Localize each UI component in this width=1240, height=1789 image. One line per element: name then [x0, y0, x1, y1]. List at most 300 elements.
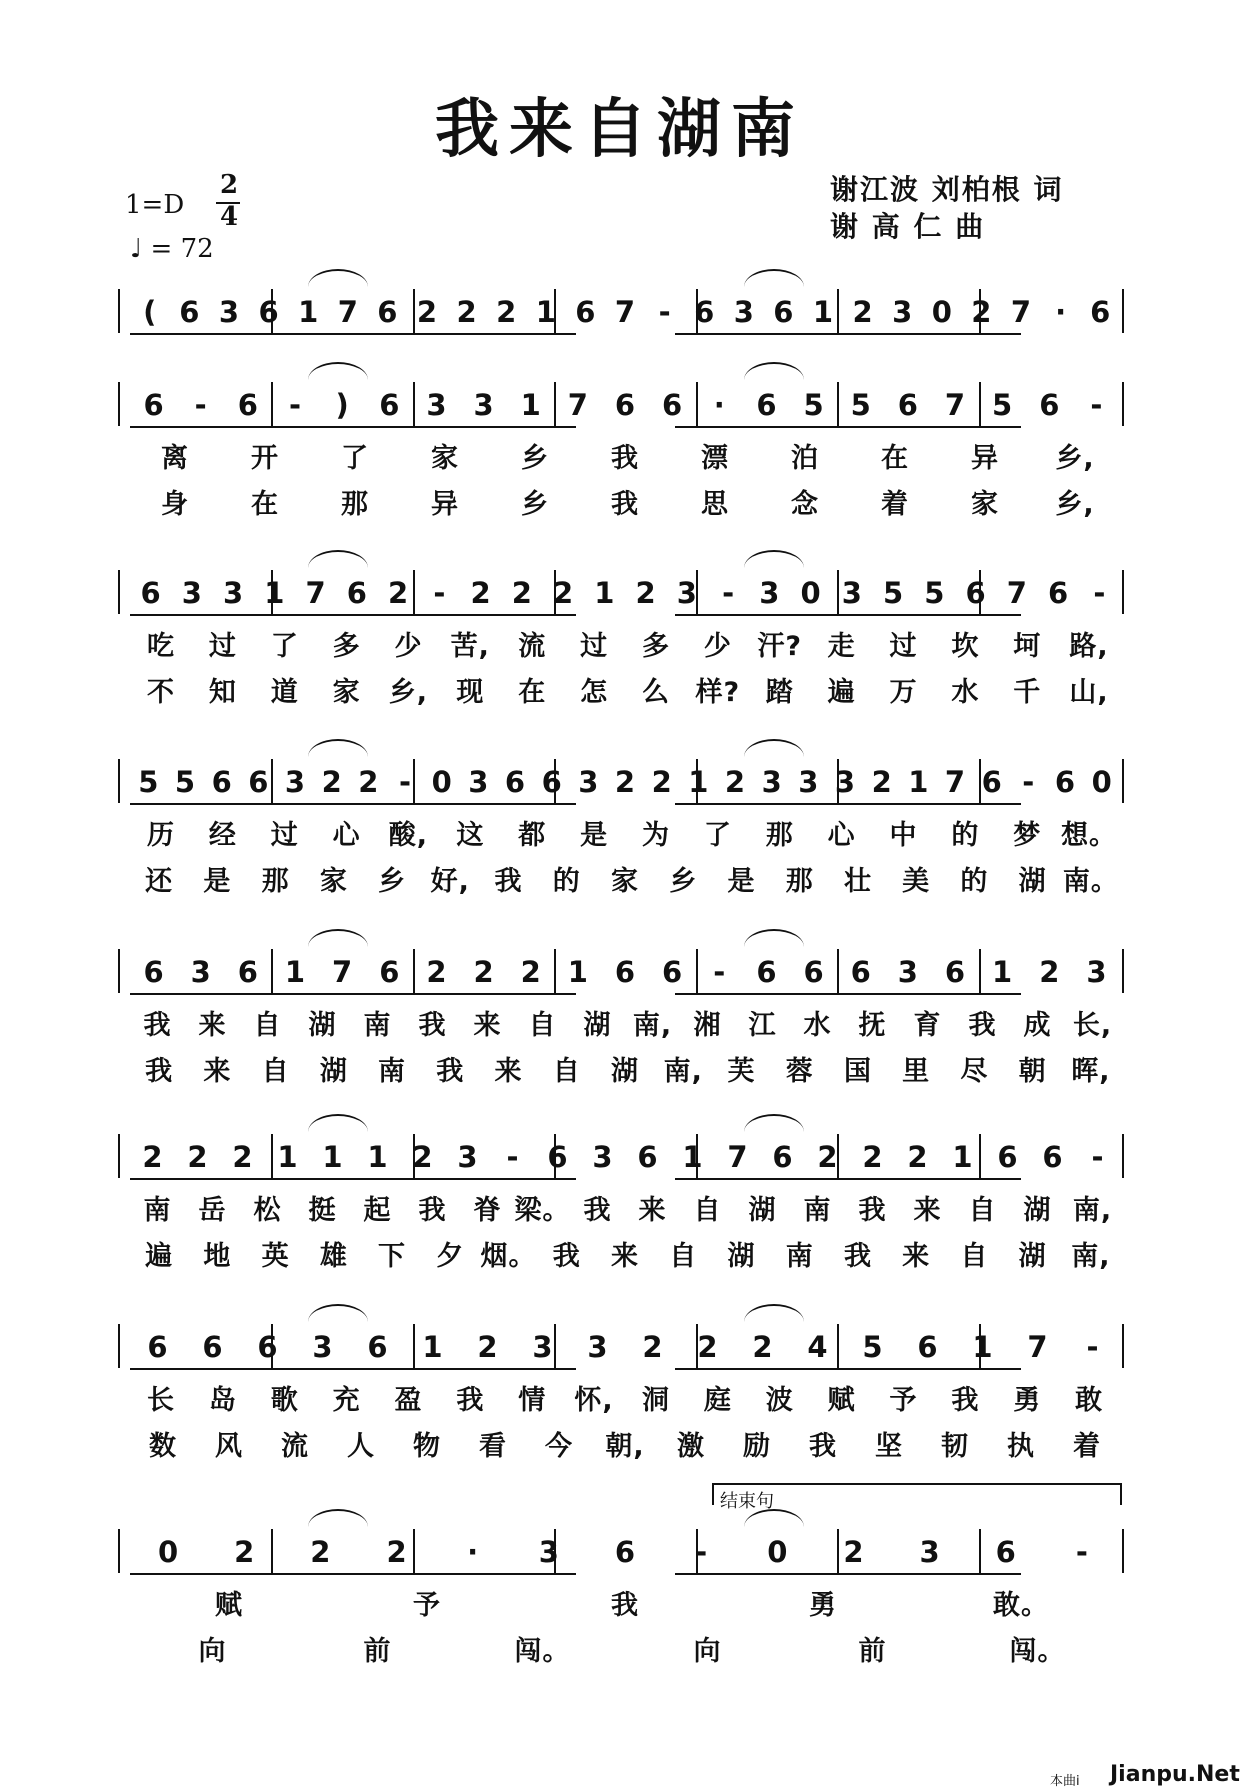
lyric-syllable: 水 — [803, 1010, 832, 1041]
lyric-syllable: 流 — [518, 631, 547, 662]
bar-line — [413, 570, 415, 614]
lyric-line-1 — [0, 1378, 1240, 1416]
note: 5 — [803, 388, 824, 422]
lyric-line-2 — [0, 1424, 1240, 1462]
note: 3 — [592, 1140, 613, 1174]
note: 1 — [284, 955, 306, 989]
note: 6 — [614, 388, 636, 422]
lyric-syllable: 那 — [341, 489, 369, 520]
lyric-syllable: 闯。 — [1009, 1636, 1066, 1667]
lyric-syllable: 样? — [695, 677, 741, 708]
note: 6 — [541, 765, 562, 799]
note: 1 — [952, 1140, 973, 1174]
lyric-syllable: 怎 — [580, 677, 609, 708]
note: 2 — [635, 576, 656, 610]
note: - — [1091, 1140, 1104, 1174]
note: - — [713, 955, 726, 989]
beam-line — [675, 1178, 1022, 1180]
bar-line — [837, 382, 839, 426]
note: 1 — [688, 765, 709, 799]
note: 2 — [642, 1330, 663, 1364]
lyric-syllable: 敢 — [1075, 1385, 1104, 1416]
note: 6 — [850, 955, 871, 989]
bar-line — [1122, 382, 1124, 426]
note: 2 — [416, 295, 438, 329]
lyric-syllable: 家 — [332, 677, 361, 708]
lyric-syllable: 自 — [960, 1241, 989, 1272]
slur — [308, 1304, 368, 1322]
lyric-syllable: 家 — [319, 866, 348, 897]
note: 2 — [511, 576, 532, 610]
note: 6 — [1054, 765, 1076, 799]
lyric-syllable: 来 — [203, 1056, 232, 1087]
note: 6 — [897, 388, 918, 422]
note: 3 — [761, 765, 782, 799]
note: 3 — [897, 955, 918, 989]
note: 2 — [456, 295, 477, 329]
lyric-syllable: 家 — [611, 866, 639, 897]
note: - — [288, 388, 302, 422]
note: · — [713, 388, 725, 422]
note: - — [398, 765, 412, 799]
lyric-syllable: 湖 — [1023, 1195, 1052, 1226]
lyric-syllable: 走 — [827, 631, 856, 662]
lyric-syllable: 英 — [261, 1241, 290, 1272]
lyric-syllable: 朝, — [605, 1431, 645, 1462]
lyric-line-2 — [0, 1234, 1240, 1272]
note: 5 — [862, 1330, 883, 1364]
lyric-syllable: 山, — [1069, 677, 1109, 708]
beam-line — [675, 803, 1022, 805]
bar-line — [413, 759, 415, 803]
lyric-syllable: 我 — [809, 1431, 837, 1462]
lyric-syllable: 湖 — [1018, 866, 1047, 897]
note: 6 — [637, 1140, 658, 1174]
lyric-line-1 — [0, 624, 1240, 662]
site-watermark: Jianpu.Net — [1110, 1762, 1240, 1787]
bar-line — [979, 382, 981, 426]
beam-line — [675, 1368, 1022, 1370]
lyric-syllable: 挺 — [308, 1195, 337, 1226]
lyric-syllable: 我 — [145, 1056, 174, 1087]
lyric-syllable: 遍 — [145, 1241, 174, 1272]
lyric-syllable: 执 — [1007, 1431, 1035, 1462]
bar-line — [1122, 289, 1124, 333]
lyric-line-1 — [0, 813, 1240, 851]
lyric-syllable: 坎 — [951, 631, 980, 662]
note: 2 — [1039, 955, 1060, 989]
note: 6 — [981, 765, 1002, 799]
note: 6 — [756, 955, 777, 989]
bar-line — [118, 289, 120, 333]
note: 5 — [850, 388, 871, 422]
lyric-line-2 — [0, 1049, 1240, 1087]
note: 3 — [841, 576, 862, 610]
lyric-syllable: 我 — [143, 1010, 172, 1041]
note: 7 — [305, 576, 326, 610]
lyric-syllable: 过 — [889, 631, 918, 662]
note: · — [467, 1535, 479, 1569]
lyric-syllable: 心 — [827, 820, 856, 851]
lyric-syllable: 敢。 — [993, 1590, 1049, 1621]
note: 7 — [1010, 295, 1032, 329]
tempo-marking: ♩ = 72 — [130, 234, 214, 264]
slur — [744, 550, 804, 568]
ending-bracket-left — [712, 1483, 714, 1505]
note: 2 — [477, 1330, 498, 1364]
lyric-syllable: 道 — [270, 677, 299, 708]
note: 6 — [258, 295, 279, 329]
lyric-syllable: 异 — [971, 443, 999, 474]
bar-line — [1122, 570, 1124, 614]
lyric-syllable: 我 — [494, 866, 523, 897]
lyric-syllable: 开 — [251, 443, 279, 474]
lyric-syllable: 育 — [913, 1010, 942, 1041]
lyric-syllable: 是 — [203, 866, 232, 897]
lyric-syllable: 前 — [363, 1636, 392, 1667]
note: 6 — [202, 1330, 223, 1364]
note: 7 — [614, 295, 636, 329]
beam-line — [675, 614, 1022, 616]
note: 6 — [211, 765, 232, 799]
lyric-syllable: 赋 — [215, 1590, 243, 1621]
note: 6 — [995, 1535, 1016, 1569]
bar-line — [118, 570, 120, 614]
bar-line — [413, 949, 415, 993]
lyric-syllable: 离 — [161, 443, 189, 474]
composer-credit: 谢 高 仁 曲 — [830, 210, 986, 243]
bar-line — [1122, 1134, 1124, 1178]
note: 1 — [567, 955, 588, 989]
lyric-syllable: 南, — [1071, 1241, 1111, 1272]
slur — [308, 929, 368, 947]
beam-line — [130, 1573, 576, 1575]
bar-line — [413, 289, 415, 333]
lyric-syllable: 万 — [889, 677, 918, 708]
lyric-syllable: 南。 — [1062, 866, 1119, 897]
lyric-syllable: 自 — [528, 1010, 557, 1041]
lyric-syllable: 乡, — [1055, 443, 1095, 474]
lyric-syllable: 歌 — [270, 1385, 299, 1416]
note: 5 — [924, 576, 945, 610]
note: 0 — [767, 1535, 788, 1569]
bar-line — [1122, 1529, 1124, 1573]
note: 2 — [817, 1140, 838, 1174]
lyric-syllable: 洞 — [641, 1385, 670, 1416]
note: 6 — [547, 1140, 568, 1174]
note: 1 — [520, 388, 541, 422]
note: 2 — [388, 576, 409, 610]
lyric-syllable: 怀, — [574, 1385, 614, 1416]
bar-line — [1122, 949, 1124, 993]
note: 2 — [752, 1330, 773, 1364]
note: 3 — [1086, 955, 1107, 989]
lyric-syllable: 不 — [146, 677, 175, 708]
lyric-syllable: 么 — [641, 677, 670, 708]
lyric-syllable: 自 — [552, 1056, 581, 1087]
lyric-syllable: 我 — [583, 1195, 612, 1226]
lyric-syllable: 予 — [413, 1590, 441, 1621]
lyric-syllable: 我 — [611, 443, 639, 474]
lyric-syllable: 湖 — [727, 1241, 756, 1272]
note: 6 — [803, 955, 824, 989]
note: 1 — [812, 295, 834, 329]
note: 6 — [179, 295, 200, 329]
note: 2 — [473, 955, 494, 989]
lyric-syllable: 晖, — [1071, 1056, 1111, 1087]
lyric-syllable: 流 — [281, 1431, 309, 1462]
key-signature: 1=D — [125, 190, 185, 220]
note: 2 — [651, 765, 672, 799]
note: 3 — [892, 295, 913, 329]
lyric-syllable: 过 — [580, 631, 609, 662]
slur — [308, 1509, 368, 1527]
lyric-syllable: 多 — [332, 631, 361, 662]
lyric-syllable: 心 — [332, 820, 361, 851]
slur — [744, 269, 804, 287]
note: 3 — [426, 388, 447, 422]
lyric-syllable: 想。 — [1061, 820, 1118, 851]
lyric-syllable: 抚 — [858, 1010, 887, 1041]
bar-line — [554, 949, 556, 993]
lyric-syllable: 我 — [611, 489, 639, 520]
note: 6 — [662, 955, 683, 989]
lyric-syllable: 了 — [341, 443, 369, 474]
bar-line — [118, 1324, 120, 1368]
note: 6 — [379, 955, 400, 989]
bar-line — [837, 289, 839, 333]
bar-line — [118, 382, 120, 426]
lyric-syllable: 坷 — [1013, 631, 1042, 662]
note: 1 — [594, 576, 615, 610]
note: 2 — [553, 576, 574, 610]
lyric-syllable: 勇 — [1013, 1385, 1042, 1416]
note: - — [1086, 1330, 1099, 1364]
lyric-syllable: 的 — [951, 820, 980, 851]
lyric-syllable: 我 — [418, 1010, 447, 1041]
lyric-syllable: 蓉 — [785, 1056, 814, 1087]
note: 2 — [142, 1140, 163, 1174]
lyric-syllable: 南, — [663, 1056, 703, 1087]
lyric-syllable: 路, — [1069, 631, 1109, 662]
lyric-syllable: 泊 — [791, 443, 819, 474]
beam-line — [130, 1368, 576, 1370]
note: 5 — [992, 388, 1013, 422]
note: 0 — [800, 576, 821, 610]
lyric-syllable: 情 — [518, 1385, 547, 1416]
note: 3 — [532, 1330, 553, 1364]
lyric-syllable: 向 — [693, 1636, 722, 1667]
note: 6 — [143, 388, 164, 422]
note: 6 — [1090, 295, 1111, 329]
lyric-syllable: 遍 — [827, 677, 856, 708]
beam-line — [130, 803, 576, 805]
note: - — [506, 1140, 519, 1174]
lyric-syllable: 芙 — [727, 1056, 756, 1087]
lyric-syllable: 起 — [363, 1195, 392, 1226]
note: - — [1093, 576, 1106, 610]
lyric-syllable: 酸, — [388, 820, 429, 851]
lyric-syllable: 自 — [693, 1195, 722, 1226]
lyric-syllable: 韧 — [941, 1431, 969, 1462]
bar-line — [118, 1134, 120, 1178]
note: 6 — [1039, 388, 1060, 422]
song-title: 我来自湖南 — [435, 93, 805, 167]
lyric-syllable: 赋 — [827, 1385, 856, 1416]
lyric-syllable: 里 — [902, 1056, 931, 1087]
note: 2 — [358, 765, 379, 799]
time-signature-top: 2 — [220, 170, 239, 200]
lyric-syllable: 踏 — [765, 677, 794, 708]
bar-line — [979, 949, 981, 993]
note: 7 — [944, 765, 966, 799]
lyric-syllable: 自 — [968, 1195, 997, 1226]
lyric-syllable: 湖 — [308, 1010, 337, 1041]
note: 7 — [567, 388, 588, 422]
lyric-syllable: 中 — [889, 820, 918, 851]
lyric-syllable: 地 — [203, 1241, 232, 1272]
bar-line — [554, 1324, 556, 1368]
note: 1 — [422, 1330, 443, 1364]
lyric-syllable: 坚 — [875, 1431, 903, 1462]
note: 2 — [614, 765, 636, 799]
lyric-syllable: 在 — [881, 443, 909, 474]
note: 2 — [843, 1535, 864, 1569]
bar-line — [979, 1529, 981, 1573]
lyric-syllable: 脊 — [473, 1195, 502, 1226]
lyric-syllable: 南 — [378, 1056, 407, 1087]
note: 3 — [218, 295, 240, 329]
slur — [308, 362, 368, 380]
note: 6 — [346, 576, 367, 610]
lyric-syllable: 庭 — [703, 1385, 732, 1416]
bar-line — [696, 949, 698, 993]
note: 1 — [992, 955, 1013, 989]
note: 2 — [496, 295, 517, 329]
lyric-syllable: 长, — [1072, 1010, 1113, 1041]
note: 6 — [997, 1140, 1018, 1174]
lyric-syllable: 南 — [785, 1241, 814, 1272]
note: 3 — [798, 765, 819, 799]
lyric-syllable: 过 — [270, 820, 299, 851]
slur — [744, 1304, 804, 1322]
lyric-syllable: 岳 — [198, 1195, 227, 1226]
bar-line — [413, 382, 415, 426]
bar-line — [118, 949, 120, 993]
note: 7 — [332, 955, 353, 989]
lyric-syllable: 来 — [611, 1241, 639, 1272]
lyric-syllable: 家 — [971, 489, 999, 520]
lyric-syllable: 湖 — [319, 1056, 348, 1087]
bar-line — [271, 759, 273, 803]
lyric-syllable: 在 — [518, 677, 547, 708]
note: 6 — [237, 955, 258, 989]
note: 7 — [337, 295, 358, 329]
lyric-line-1 — [0, 436, 1240, 474]
lyric-syllable: 壮 — [843, 866, 872, 897]
bar-line — [413, 1529, 415, 1573]
lyric-syllable: 南, — [632, 1010, 673, 1041]
note: 3 — [759, 576, 780, 610]
note: 6 — [143, 955, 164, 989]
beam-line — [130, 993, 576, 995]
lyric-syllable: 下 — [378, 1241, 407, 1272]
beam-line — [675, 1573, 1022, 1575]
beam-line — [675, 333, 1022, 335]
lyric-syllable: 风 — [215, 1431, 243, 1462]
lyric-syllable: 江 — [748, 1010, 777, 1041]
note: 6 — [772, 1140, 793, 1174]
time-signature-bottom: 4 — [220, 202, 239, 232]
bar-line — [837, 1324, 839, 1368]
slur — [308, 739, 368, 757]
lyric-syllable: 烟。 — [480, 1241, 537, 1272]
lyric-syllable: 那 — [261, 866, 290, 897]
lyric-syllable: 多 — [641, 631, 670, 662]
note: 1 — [972, 1330, 993, 1364]
lyric-syllable: 数 — [149, 1431, 177, 1462]
lyric-syllable: 松 — [253, 1195, 282, 1226]
note: 2 — [697, 1330, 718, 1364]
lyric-syllable: 历 — [146, 820, 175, 851]
lyric-syllable: 前 — [858, 1636, 887, 1667]
note: 3 — [473, 388, 494, 422]
lyric-syllable: 物 — [413, 1431, 441, 1462]
lyric-syllable: 湘 — [693, 1010, 722, 1041]
note: 6 — [237, 388, 258, 422]
lyric-syllable: 千 — [1013, 677, 1042, 708]
lyric-syllable: 乡 — [521, 443, 549, 474]
lyric-syllable: 了 — [703, 820, 732, 851]
lyric-syllable: 这 — [456, 820, 485, 851]
note: 3 — [190, 955, 211, 989]
note: 5 — [883, 576, 904, 610]
lyric-syllable: 水 — [951, 677, 980, 708]
note: 2 — [520, 955, 541, 989]
note: 0 — [1091, 765, 1112, 799]
ending-bracket-right — [1120, 1483, 1122, 1505]
lyric-syllable: 为 — [641, 820, 670, 851]
note: 5 — [138, 765, 159, 799]
note: 2 — [234, 1535, 255, 1569]
note: 6 — [140, 576, 161, 610]
note: 2 — [412, 1140, 433, 1174]
lyric-syllable: 成 — [1023, 1010, 1052, 1041]
lyric-syllable: 激 — [677, 1431, 705, 1462]
lyric-syllable: 我 — [858, 1195, 887, 1226]
note: 2 — [907, 1140, 928, 1174]
bar-line — [118, 759, 120, 803]
note: 3 — [312, 1330, 333, 1364]
lyric-syllable: 波 — [765, 1385, 794, 1416]
note: 6 — [367, 1330, 388, 1364]
note: 6 — [575, 295, 596, 329]
note: 6 — [379, 388, 400, 422]
slur — [744, 362, 804, 380]
lyric-syllable: 勇 — [809, 1590, 837, 1621]
bar-line — [271, 1134, 273, 1178]
lyric-syllable: 了 — [270, 631, 299, 662]
bar-line — [1122, 1324, 1124, 1368]
lyric-line-2 — [0, 482, 1240, 520]
note: 6 — [614, 955, 636, 989]
note: 1 — [298, 295, 319, 329]
lyric-syllable: 今 — [545, 1431, 573, 1462]
lyric-syllable: 朝 — [1018, 1056, 1047, 1087]
ending-bracket — [712, 1483, 1122, 1485]
bar-line — [696, 382, 698, 426]
lyric-syllable: 雄 — [319, 1241, 348, 1272]
